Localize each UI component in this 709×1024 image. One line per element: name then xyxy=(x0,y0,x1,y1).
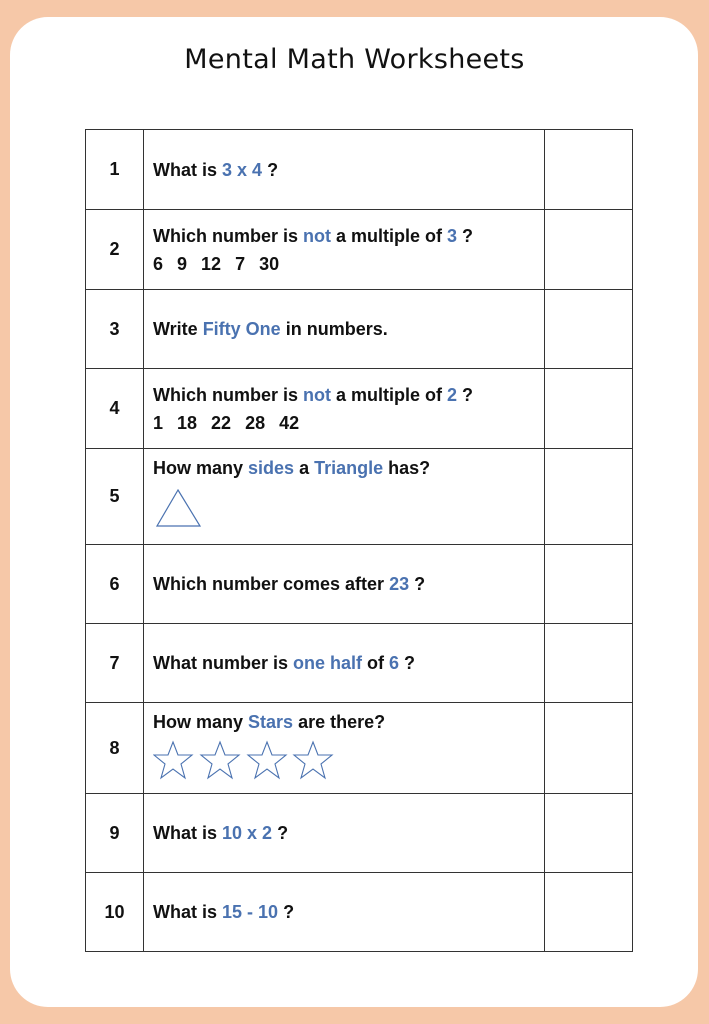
question-number: 8 xyxy=(86,703,144,794)
question-number: 2 xyxy=(86,210,144,290)
page-title: Mental Math Worksheets xyxy=(184,44,525,75)
question-text: Which number is not a multiple of 3 ? 6 9 12 7 30 xyxy=(144,210,545,290)
question-text: How many sides a Triangle has? xyxy=(144,449,545,545)
table-row xyxy=(86,703,633,794)
answer-box[interactable] xyxy=(545,703,633,794)
answer-options: 1 18 22 28 42 xyxy=(153,412,300,433)
question-number: 7 xyxy=(86,624,144,703)
answer-box[interactable] xyxy=(545,369,633,449)
star-icon xyxy=(201,742,239,778)
table-row xyxy=(86,624,633,703)
star-icon xyxy=(154,742,192,778)
table-row xyxy=(86,369,633,449)
answer-box[interactable] xyxy=(545,210,633,290)
answer-box[interactable] xyxy=(545,290,633,369)
answer-box[interactable] xyxy=(545,873,633,952)
question-text: Which number comes after 23 ? xyxy=(144,545,545,624)
question-text: How many Stars are there? xyxy=(144,703,545,794)
question-number: 9 xyxy=(86,794,144,873)
table-row xyxy=(86,545,633,624)
question-text: What is 10 x 2 ? xyxy=(144,794,545,873)
question-text: What is 15 - 10 ? xyxy=(144,873,545,952)
question-number: 1 xyxy=(86,130,144,210)
answer-box[interactable] xyxy=(545,624,633,703)
table-row xyxy=(86,449,633,545)
question-number: 5 xyxy=(86,449,144,545)
table-row xyxy=(86,130,633,210)
stars-figure xyxy=(153,740,343,782)
answer-box[interactable] xyxy=(545,794,633,873)
triangle-icon xyxy=(155,488,205,530)
table-row xyxy=(86,210,633,290)
answer-box[interactable] xyxy=(545,449,633,545)
answer-options: 6 9 12 7 30 xyxy=(153,253,280,274)
answer-box[interactable] xyxy=(545,130,633,210)
question-number: 3 xyxy=(86,290,144,369)
question-text: What is 3 x 4 ? xyxy=(144,130,545,210)
table-row xyxy=(86,794,633,873)
answer-box[interactable] xyxy=(545,545,633,624)
question-text: Write Fifty One in numbers. xyxy=(144,290,545,369)
table-row xyxy=(86,290,633,369)
question-table xyxy=(85,129,633,952)
question-number: 6 xyxy=(86,545,144,624)
question-number: 4 xyxy=(86,369,144,449)
question-number: 10 xyxy=(86,873,144,952)
table-row xyxy=(86,873,633,952)
star-icon xyxy=(294,742,332,778)
star-icon xyxy=(248,742,286,778)
question-text: Which number is not a multiple of 2 ? 1 18 22 28 42 xyxy=(144,369,545,449)
question-text: What number is one half of 6 ? xyxy=(144,624,545,703)
